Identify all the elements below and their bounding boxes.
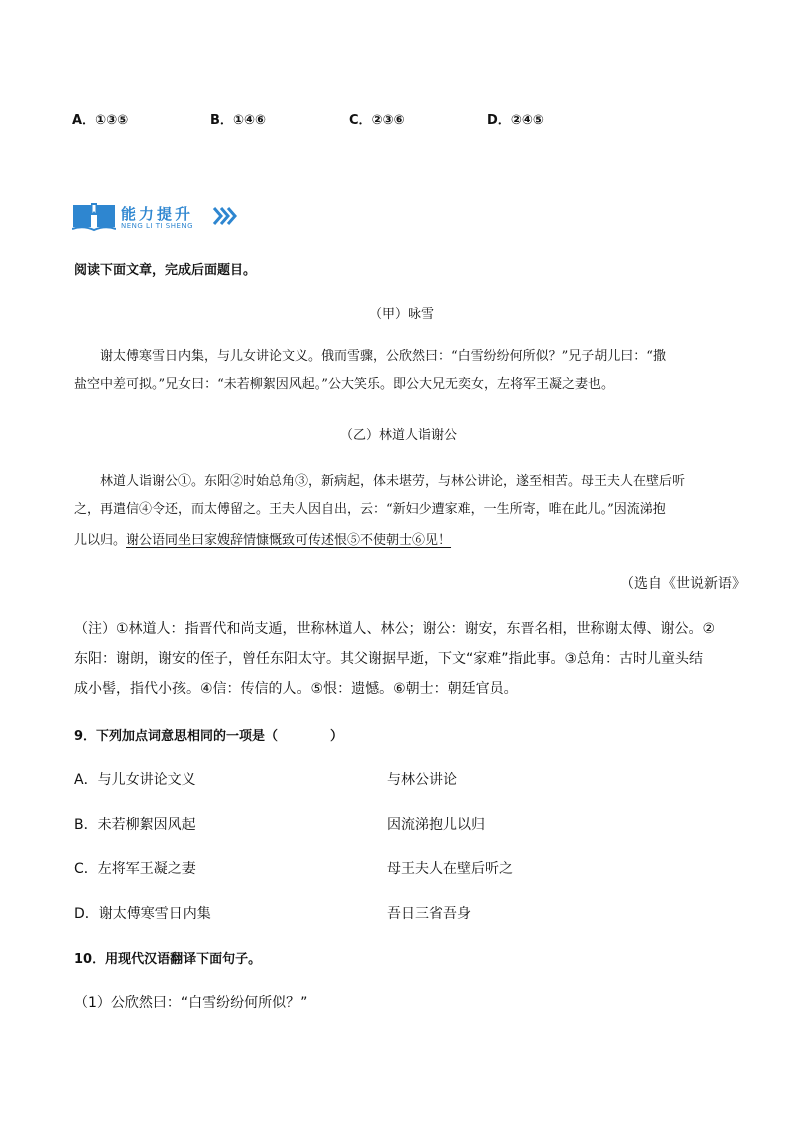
book-icon (72, 203, 116, 233)
underlined-sentence: 谢公语同坐曰家嫂辞情慷慨致可传述恨⑤不使朝士⑥见！ (126, 533, 452, 548)
option-b: B．①④⑥ (210, 113, 266, 128)
q9-choice-left: A．与儿女讲论文义 (74, 772, 196, 788)
q9-choice-left: B．未若柳絮因风起 (74, 817, 196, 833)
q9-choice-left: C．左将军王凝之妻 (74, 861, 196, 877)
question-10-stem: 10．用现代汉语翻译下面句子。 (74, 952, 262, 967)
passage-b-line: 林道人诣谢公①。东阳②时始总角③，新病起，体未堪劳，与林公讲论，遂至相苦。母王夫人在壁后听 (100, 474, 686, 489)
q9-choice-right: 与林公讲论 (387, 772, 457, 788)
q9-choice-right: 母王夫人在壁后听之 (387, 861, 513, 877)
option-d: D．②④⑤ (487, 113, 544, 128)
note-line: 东阳：谢朗，谢安的侄子，曾任东阳太守。其父谢据早逝，下文“家难”指此事。③总角：古时儿童头结 (74, 651, 704, 667)
passage-b-line: 之，再遣信④令还，而太傅留之。王夫人因自出，云：“新妇少遭家难，一生所寄，唯在此儿。”因流涕抱 (74, 502, 666, 517)
passage-b-line (74, 529, 451, 548)
source-citation: （选自《世说新语》 (620, 576, 746, 592)
passage-a-line: 盐空中差可拟。”兄女曰：“未若柳絮因风起。”公大笑乐。即公大兄无奕女，左将军王凝之妻也。 (74, 377, 614, 392)
note-line: （注）①林道人：指晋代和尚支遁，世称林道人、林公；谢公：谢安，东晋名相，世称谢太傅、谢公。② (74, 621, 716, 637)
option-a: A．①③⑤ (72, 113, 129, 128)
note-line: 成小髻，指代小孩。④信：传信的人。⑤恨：遗憾。⑥朝士：朝廷官员。 (74, 681, 518, 697)
passage-a-title: （甲）咏雪 (369, 307, 435, 322)
passage-b-title: （乙）林道人诣谢公 (340, 428, 458, 443)
section-pinyin: NENG LI TI SHENG (121, 222, 194, 230)
chevrons-icon (212, 206, 238, 226)
instruction: 阅读下面文章，完成后面题目。 (74, 263, 257, 278)
passage-b-plain: 儿以归。 (74, 533, 127, 548)
q9-choice-right: 因流涕抱儿以归 (387, 817, 485, 833)
question-9-stem: 9．下列加点词意思相同的一项是（ ） (74, 729, 344, 744)
q9-choice-left: D．谢太傅寒雪日内集 (74, 906, 211, 922)
question-10-sub1: （1）公欣然曰：“白雪纷纷何所似？” (74, 995, 308, 1011)
q9-choice-right: 吾日三省吾身 (387, 906, 471, 922)
option-c: C．②③⑥ (349, 113, 405, 128)
passage-a-line: 谢太傅寒雪日内集，与儿女讲论文义。俄而雪骤，公欣然曰：“白雪纷纷何所似？”兄子胡儿曰：“撒 (100, 349, 666, 364)
section-title: 能力提升 (121, 205, 194, 223)
